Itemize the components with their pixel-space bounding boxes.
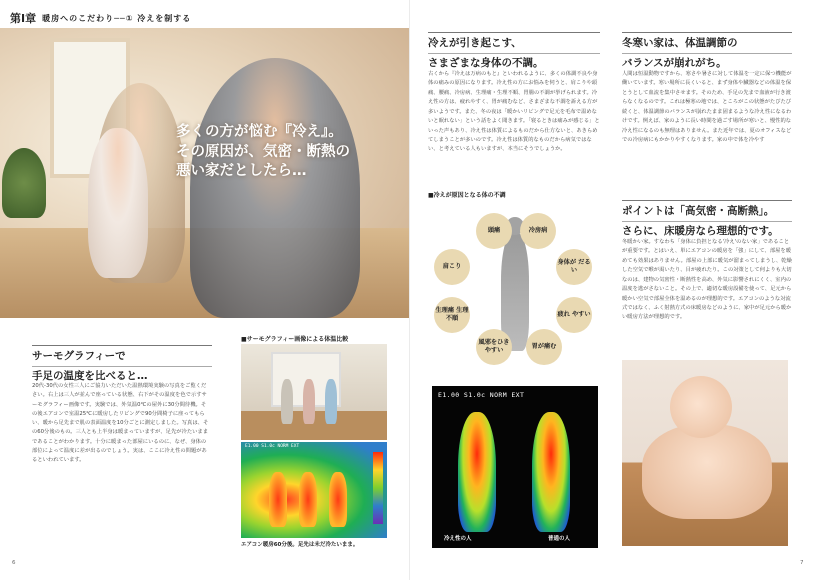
heading-line: ポイントは「高気密・高断熱」。 <box>622 205 775 217</box>
heat-figure <box>299 472 317 527</box>
baby-figure <box>88 128 148 278</box>
heading-line: バランスが崩れがち。 <box>622 57 727 70</box>
balance-body: 人間は恒温動物ですから、寒さや暑さに対して体温を一定に保つ機能が働いています。寒い場所に長くいると、まず身体や臓器などの体温を保とうとして血流を集中させます。そのため、手足の先まで血液が行き渡らなくなるのです。これは極寒の地では、ところがこの状態がたびたび続くと、体温調節のバランスが崩れたまま固まるような冷え性になるわけです。例えば、家のように長い時間を過ごす場所が寒いと、慢性的な冷え性になるのも無理はありません。また近年では、夏のオフィスなどでの冷房病にもかかりやすくなります。家の中で体を冷やす <box>622 71 792 143</box>
heat-body-cold <box>458 412 496 532</box>
cause-fatigue: 身体が だるい <box>556 249 592 285</box>
thermography-heading <box>32 345 212 384</box>
hero-caption <box>176 123 376 182</box>
experiment-room-photo <box>241 344 387 440</box>
thermo-meta: E1.00 S1.0c NORM EXT <box>438 391 525 399</box>
baby-head <box>670 376 732 438</box>
woman-figure <box>281 379 293 424</box>
cause-menstrual-pain: 生理痛 生理不順 <box>434 297 470 333</box>
baby-body <box>642 424 772 519</box>
heading-line: サーモグラフィーで <box>32 350 126 362</box>
woman-figure <box>325 379 337 424</box>
causes-figure-label: ■冷えが原因となる体の不調 <box>428 192 506 199</box>
balance-heading <box>622 32 792 71</box>
thermography-comparison-photo <box>432 386 598 548</box>
symptoms-heading <box>428 32 600 71</box>
page-number: 6 <box>12 560 16 566</box>
cause-cold-prone: 風邪をひき やすい <box>476 329 512 365</box>
baby-photo <box>622 360 788 546</box>
hero-caption-line: 悪い家だとしたら… <box>176 163 307 180</box>
plant-image <box>2 148 46 218</box>
chapter-label: 第Ⅰ章 <box>10 12 37 25</box>
heading-line: 冷えが引き起こす、 <box>428 37 522 49</box>
figure-caption: エアコン暖房60分後。足先は未だ冷たいまま。 <box>241 542 359 548</box>
cause-stiff-shoulders: 肩こり <box>434 249 470 285</box>
heading-line: 手足の温度を比べると… <box>32 370 148 383</box>
temperature-scale <box>373 452 383 524</box>
chapter-subtitle: 暖房へのこだわり──① 冷えを制する <box>42 13 192 23</box>
cause-headache: 頭痛 <box>476 213 512 249</box>
chapter-header <box>10 10 191 26</box>
hero-caption-line: 多くの方が悩む『冷え』。 <box>176 124 343 140</box>
cause-air-conditioning-sickness: 冷房病 <box>520 213 556 249</box>
heat-figure <box>269 472 287 527</box>
point-heading <box>622 200 792 239</box>
woman-figure <box>303 379 315 424</box>
thermography-body: 20代-30代の女性三人にご協力いただいた温熱環境実験の写真をご覧ください。右上は三人が並んで座っている状態、右下がその温度を色で示すサーモグラフィー画像です。実験では、外気温0℃の屋外に30分間待機。その後エアコンで室温25℃に暖房したリビングで90分間椅子に座ってもらい、暖から足先まで肌の表面温度を10分ごとに測定しました。写真は、その60分後のもの。三人とも上半身は暖まっていますが、足先が冷たいままであることがわかります。十分に暖まった部屋にいるのに、なぜ、身体の部位によって温度に差が出るのでしょう。実は、ここに冷え性の問題があるといわれています。 <box>32 383 209 464</box>
heat-figure <box>329 472 347 527</box>
grandfather-figure <box>190 58 360 318</box>
cause-stomach-ache: 胃が痛む <box>526 329 562 365</box>
cause-tiredness: 疲れ やすい <box>556 297 592 333</box>
hero-photo <box>0 28 410 318</box>
point-body: 冬暖かい家。すなわち「身体に負担となる'冷え'のない家」であることが重要です。とはいえ、単にエアコンの暖房を「強」にして、部屋を暖めても効果はありません。部屋の上部に暖気が溜まってしまうし、乾燥した空気で喉が渇いたり、目が疲れたり。この対策として何よりも大切なのは、建物の気密性・断熱性を高め、外気に影響されにくく、室内の温度を逃がさないこと。その上で、適切な暖房設備を使って、足元から暖かい空気で部屋全体を温めるのが理想的です。エアコンのような対流式ではなく、ふく射熱方式の床暖房などのように、家中が足元から暖かい暖房方法が理想的です。 <box>622 239 792 321</box>
heading-line: 冬寒い家は、体温調節の <box>622 37 738 49</box>
heat-body-normal <box>532 412 570 532</box>
cold-person-label: 冷え性の人 <box>444 536 472 542</box>
normal-person-label: 普通の人 <box>548 536 571 542</box>
heading-line: さらに、床暖房なら理想的です。 <box>622 225 779 238</box>
thermo-meta: E1.00 S1.0c NORM EXT <box>245 444 300 449</box>
figure-label: ■サーモグラフィー画像による体温比較 <box>241 336 349 343</box>
thermography-photo <box>241 442 387 538</box>
page-number: 7 <box>800 560 804 566</box>
heading-line: さまざまな身体の不調。 <box>428 57 544 70</box>
symptoms-body: 古くから『冷えは万病のもと』といわれるように、多くの体調不良や身体の痛みの原因になります。冷え性の方にお悩みを伺うと、肩こりや頭痛、腰痛、冷房病、生理痛・生理不順、胃腸の不調が挙げられます。冷え性の方は、疲れやすく、胃が痛むなど、さまざまな不調を訴える方が多いようです。また、冬の夜は「暖かいリビングで足元を毛布で温めないと眠れない」という話をよく聞きます。「寝るときは痛みが感じる」といった声もあり、冷え性は体質によるものだから仕方ないと、あきらめてしまうことが多いのです。冷え性は体質的なものだから病気ではない、と考えている人もいますが、本当にそうでしょうか。 <box>428 71 600 153</box>
causes-figure <box>428 205 598 365</box>
hero-caption-line: その原因が、気密・断熱の <box>176 143 350 160</box>
